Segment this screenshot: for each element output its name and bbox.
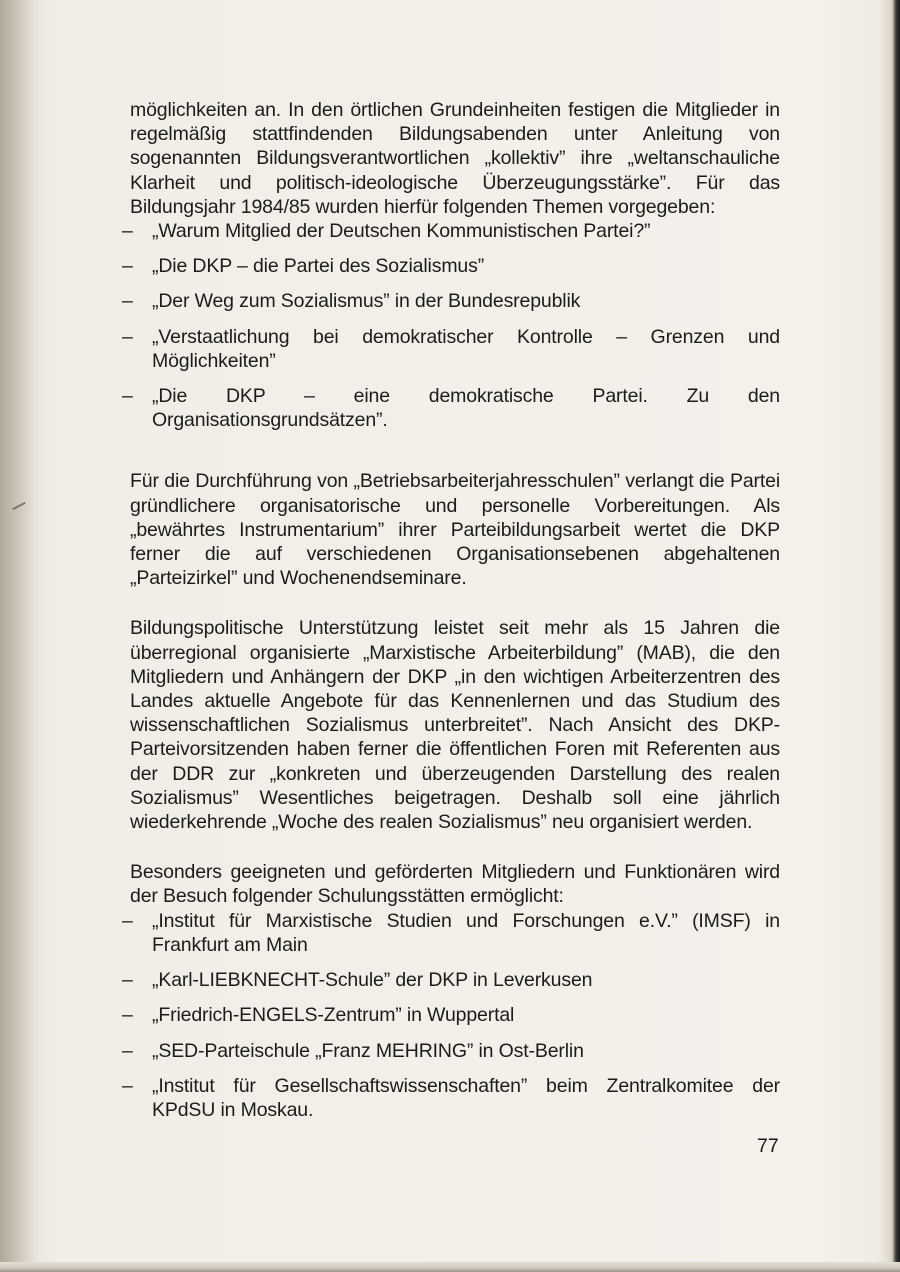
list-item	[122, 325, 780, 373]
list-item-text: „Institut für Marxistische Studien und Forschungen e.V.” (IMSF) in Frankfurt am Main	[152, 909, 780, 956]
list-item	[122, 289, 780, 313]
list-item-text: „Friedrich-ENGELS-Zentrum” in Wuppertal	[152, 1004, 515, 1027]
list-item	[122, 1003, 780, 1027]
dash-bullet: –	[122, 220, 133, 243]
paragraph-spacer	[130, 443, 780, 469]
paragraph-mab: Bildungspolitische Unterstützung leistet seit mehr als 15 Jahren die überregional organisierte „Marxistische Arbeiterbildung” (MAB), die den Mitgliedern und Anhängern der DKP „in den wichtigen Arbeiterzentren des Landes aktuelle Angebote für das Kennenlernen und das Studium des wissenschaftlichen Sozialismus unterbreitet”. Nach Ansicht des DKP-Parteivorsitzenden haben ferner die öffentlichen Foren mit Referenten aus der DDR zur „konkreten und überzeugenden Darstellung des realen Sozialismus” Wesentliches beigetragen. Deshalb soll eine jährlich wiederkehrende „Woche des realen Sozialismus” neu organisiert werden.	[130, 617, 780, 834]
list-item-text: „Der Weg zum Sozialismus” in der Bundesrepublik	[152, 290, 581, 313]
dash-bullet: –	[122, 325, 133, 348]
dash-bullet: –	[122, 1004, 133, 1027]
dash-bullet: –	[122, 290, 133, 313]
dash-bullet: –	[122, 969, 133, 992]
page-body	[122, 98, 780, 1133]
list-item-text: „Karl-LIEBKNECHT-Schule” der DKP in Leverkusen	[152, 969, 593, 992]
list-item	[122, 254, 780, 278]
list-item	[122, 1074, 780, 1122]
list-item-text: „Verstaatlichung bei demokratischer Kontrolle – Grenzen und Möglichkeiten”	[152, 325, 780, 372]
list-item	[122, 909, 780, 957]
list-item-text: „Die DKP – die Partei des Sozialismus”	[152, 255, 485, 278]
paragraph-spacer	[130, 590, 780, 616]
spine-shadow	[0, 0, 40, 1272]
paragraph-schulungsstaetten: Besonders geeigneten und geförderten Mitgliedern und Funktionären wird der Besuch folgender Schulungsstätten ermöglicht:	[130, 861, 780, 908]
paragraph-betriebsarbeiter: Für die Durchführung von „Betriebsarbeiterjahresschulen” verlangt die Partei gründlichere organisatorische und personelle Vorbereitungen. Als „bewährtes Instrumentarium” ihrer Parteibildungsarbeit wertet die DKP ferner die auf verschiedenen Organisationsebenen abgehaltenen „Parteizirkel” und Wochenendseminare.	[130, 470, 780, 590]
list-item	[122, 968, 780, 992]
list-item-text: „Warum Mitglied der Deutschen Kommunistischen Partei?”	[152, 220, 651, 243]
dash-bullet: –	[122, 385, 133, 408]
themes-list	[122, 219, 780, 432]
page-bottom-edge	[0, 1262, 900, 1272]
paragraph-spacer	[130, 834, 780, 860]
paragraph-intro: möglichkeiten an. In den örtlichen Grundeinheiten festigen die Mitglieder in regelmäßig stattfindenden Bildungsabenden unter Anleitung von sogenannten Bildungsverantwortlichen „kollektiv” ihre „weltanschauliche Klarheit und politisch-ideologische Überzeugungsstärke”. Für das Bildungsjahr 1984/85 wurden hierfür folgenden Themen vorgegeben:	[130, 99, 780, 218]
dash-bullet: –	[122, 1039, 133, 1062]
list-item-text: „Institut für Gesellschaftswissenschaften” beim Zentralkomitee der KPdSU in Moskau.	[152, 1074, 780, 1121]
list-item-text: „SED-Parteischule „Franz MEHRING” in Ost-Berlin	[152, 1039, 584, 1062]
schools-list	[122, 909, 780, 1122]
list-item-text: „Die DKP – eine demokratische Partei. Zu den Organisationsgrundsätzen”.	[152, 385, 780, 432]
dash-bullet: –	[122, 1074, 133, 1097]
list-item	[122, 1039, 780, 1063]
dash-bullet: –	[122, 255, 133, 278]
page-number: 77	[757, 1135, 779, 1157]
dash-bullet: –	[122, 909, 133, 932]
list-item	[122, 384, 780, 432]
list-item	[122, 219, 780, 243]
